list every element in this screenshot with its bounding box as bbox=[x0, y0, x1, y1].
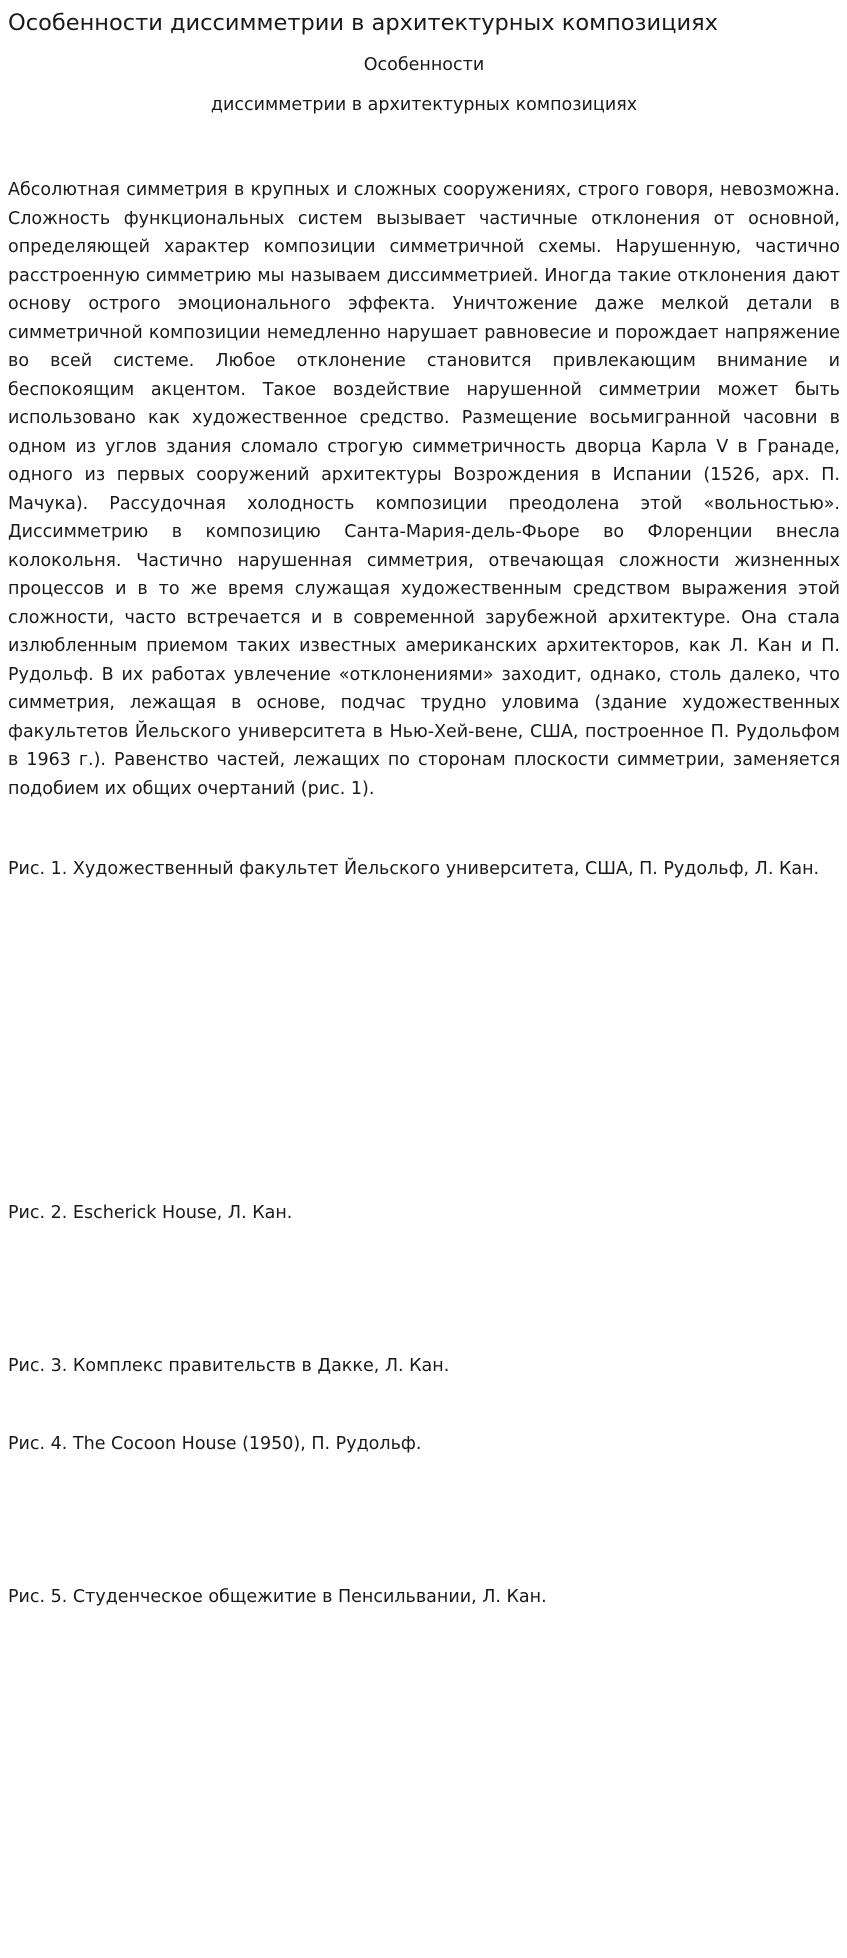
figure-caption-4: Рис. 4. The Cocoon House (1950), П. Рудольф. bbox=[8, 1433, 422, 1454]
figure-4-placeholder bbox=[8, 1458, 840, 1583]
figure-caption-2: Рис. 2. Escherick House, Л. Кан. bbox=[8, 1202, 293, 1223]
subtitle-line-2: диссимметрии в архитектурных композициях bbox=[210, 95, 638, 115]
body-paragraph: Абсолютная симметрия в крупных и сложных сооружениях, строго говоря, невозможна. Сложность функциональных систем вызывает частичные отклонения от основной, определяющей характер композиции симметричной схемы. Нарушенную, частично расстроенную симметрию мы называем диссимметрией. Иногда такие отклонения дают основу острого эмоционального эффекта. Уничтожение даже мелкой детали в симметричной композиции немедленно нарушает равновесие и порождает напряжение во всей системе. Любое отклонение становится привлекающим внимание и беспокоящим акцентом. Такое воздействие нарушенной симметрии может быть использовано как художественное средство. Размещение восьмигранной часовни в одном из углов здания сломало строгую симметричность дворца Карла V в Гранаде, одного из первых сооружений архитектуры Возрождения в Испании (1526, арх. П. Мачука). Рассудочная холодность композиции преодолена этой «вольностью». Диссимметрию в композицию Санта-Мария-дель-Фьоре во Флоренции внесла колокольня. Частично нарушенная симметрия, отвечающая сложности жизненных процессов и в то же время служащая художественным средством выражения этой сложности, часто встречается и в современной зарубежной архитектуре. Она стала излюбленным приемом таких известных американских архитекторов, как Л. Кан и П. Рудольф. В их работах увлечение «отклонениями» заходит, однако, столь далеко, что симметрия, лежащая в основе, подчас трудно уловима (здание художественных факультетов Йельского университета в Нью-Хей-вене, США, построенное П. Рудольфом в 1963 г.). Равенство частей, лежащих по сторонам плоскости симметрии, заменяется подобием их общих очертаний (рис. 1). bbox=[8, 180, 840, 799]
figure-3-placeholder bbox=[8, 1381, 840, 1430]
figure-caption-3: Рис. 3. Комплекс правительств в Дакке, Л. Кан. bbox=[8, 1356, 450, 1376]
figure-1-placeholder bbox=[8, 884, 840, 1199]
figure-caption-1: Рис. 1. Художественный факультет Йельского университета, США, П. Рудольф, Л. Кан. bbox=[8, 859, 820, 879]
figure-2-placeholder bbox=[8, 1227, 840, 1352]
subtitle-line-1: Особенности bbox=[363, 55, 485, 75]
page-title: Особенности диссимметрии в архитектурных композициях bbox=[8, 10, 718, 36]
figure-caption-5: Рис. 5. Студенческое общежитие в Пенсильвании, Л. Кан. bbox=[8, 1587, 547, 1607]
document-page bbox=[8, 8, 840, 1612]
